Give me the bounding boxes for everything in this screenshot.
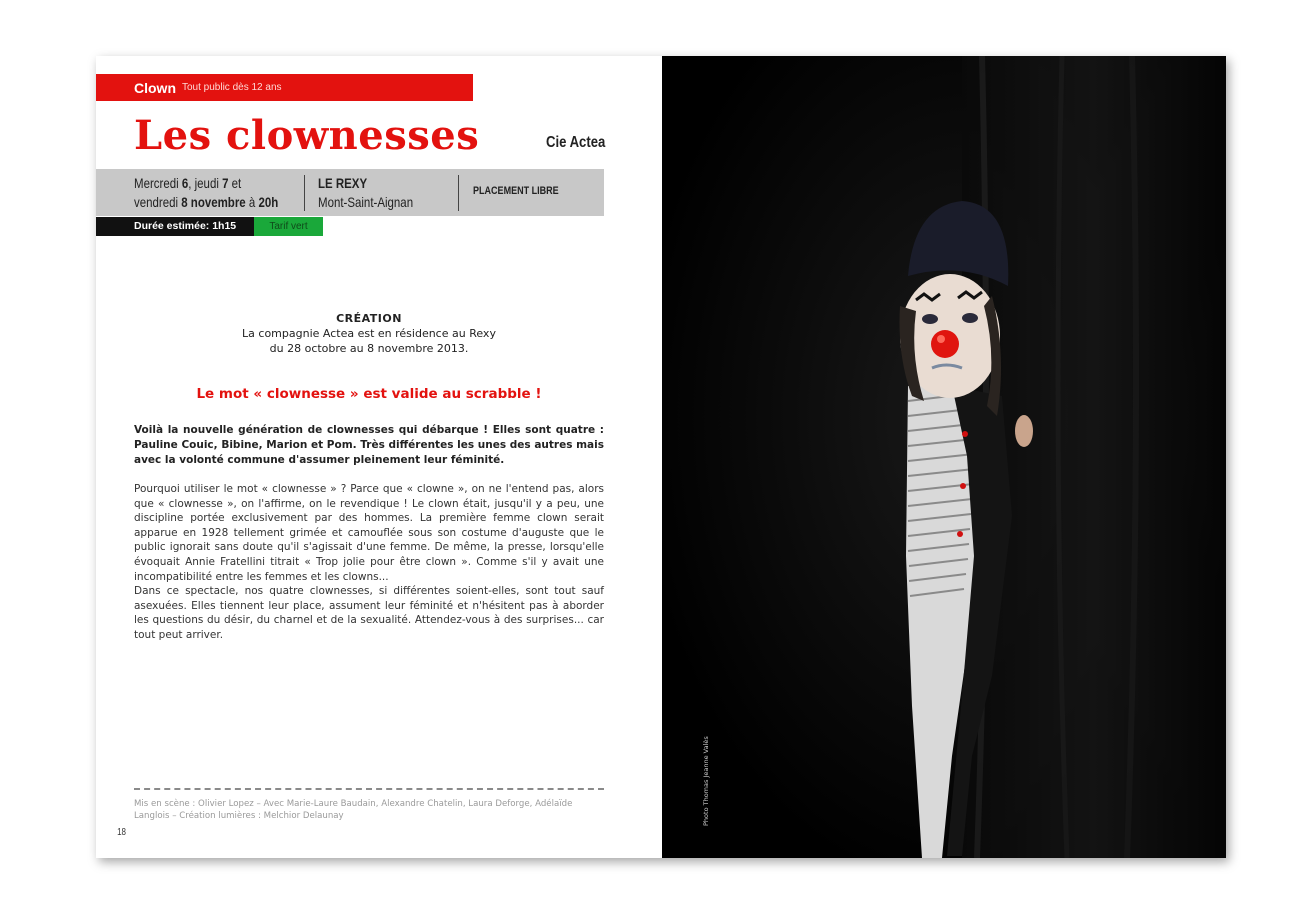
dates-text: Mercredi (134, 175, 182, 191)
dates-time: 20h (258, 194, 279, 210)
info-separator (304, 175, 305, 211)
photo-credit: Photo Thomas Jeanne Valès (702, 736, 710, 826)
creation-block (134, 311, 604, 356)
category-band (96, 74, 473, 101)
credits: Mis en scène : Olivier Lopez – Avec Marie-Laure Baudain, Alexandre Chatelin, Laura Deforge, Adélaïde Langlois – Création lumières : Melchior Delaunay (134, 799, 573, 821)
creation-line: La compagnie Actea est en résidence au Rexy (242, 327, 496, 340)
company-name: Cie Actea (546, 134, 606, 151)
dates-text: et (228, 175, 242, 191)
venue-city: Mont-Saint-Aignan (318, 194, 414, 210)
dates-text: , jeudi (188, 175, 223, 191)
category-label: Clown (134, 79, 176, 96)
duration-badge: Durée estimée: 1h15 (96, 217, 254, 236)
brochure-spread (96, 56, 1226, 858)
page-number: 18 (117, 827, 127, 838)
creation-heading: CRÉATION (336, 312, 402, 325)
intro-paragraph: Voilà la nouvelle génération de clownesses qui débarque ! Elles sont quatre : Pauline Couic, Bibine, Marion et Pom. Très différentes les unes des autres mais avec la volonté commune d'assumer pleinement leur féminité. (134, 424, 604, 466)
info-separator (458, 175, 459, 211)
info-band (96, 169, 604, 216)
dates-text: à (245, 194, 259, 210)
clown-photo (662, 56, 1226, 858)
seating-info: PLACEMENT LIBRE (473, 185, 559, 197)
dates-day: 6 (181, 175, 189, 191)
tarif-badge: Tarif vert (254, 217, 323, 236)
left-page (96, 56, 662, 858)
performance-dates (134, 174, 278, 212)
dates-day: 8 novembre (181, 194, 246, 210)
body-paragraph: Pourquoi utiliser le mot « clownesse » ? Parce que « clowne », on ne l'entend pas, alors que « clownesse », on l'affirme, on le revendique ! Le clown était, jusqu'il y a peu, une discipline portée exclusivement par des hommes. La première femme clown serait apparue en 1928 tellement grimée et camouflée sous son costume d'auguste que le public ignorait sans doute qu'il s'agissait d'une femme. De même, la presse, lorsqu'elle évoquait Annie Fratellini titrait « Trop jolie pour être clown ». Comme s'il y avait une incompatibilité entre les femmes et les clowns... (134, 483, 604, 583)
body-text (134, 482, 604, 643)
show-title: Les clownesses (134, 112, 480, 159)
photo-page (662, 56, 1226, 858)
dates-day: 7 (222, 175, 229, 191)
body-paragraph: Dans ce spectacle, nos quatre clownesses, si différentes soient-elles, sont tout sauf asexuées. Elles tiennent leur place, assument leur féminité et n'hésitent pas à aborder les questions du désir, du charnel et de la sexualité. Attendez-vous à des surprises... car tout peut arriver. (134, 585, 604, 641)
venue (318, 174, 413, 212)
highlight-quote: Le mot « clownesse » est valide au scrabble ! (196, 386, 542, 402)
audience-label: Tout public dès 12 ans (182, 82, 282, 93)
venue-name: LE REXY (318, 175, 368, 191)
creation-line: du 28 octobre au 8 novembre 2013. (269, 342, 469, 355)
dates-text: vendredi (134, 194, 182, 210)
dashed-divider (134, 788, 604, 790)
